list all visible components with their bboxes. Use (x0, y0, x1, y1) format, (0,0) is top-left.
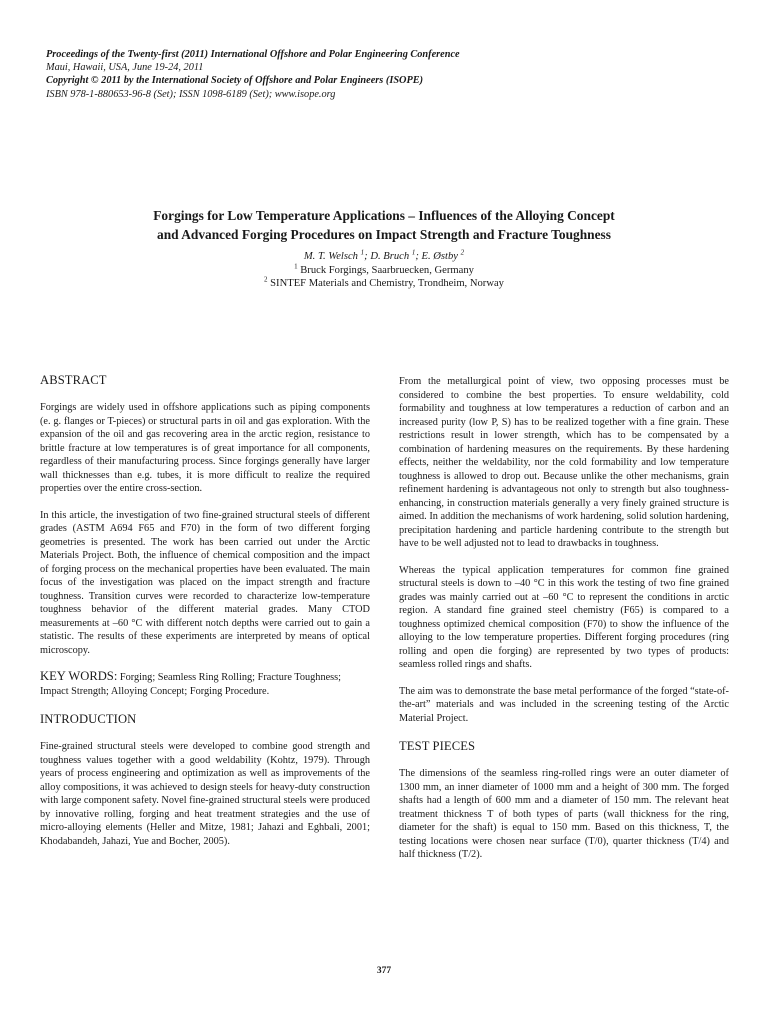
introduction-paragraph-1: Fine-grained structural steels were developed to combine good strength and toughness values together with a good weldability (Kohtz, 1979). Through years of process engineering and optimization as well as improvements of the alloy compositions, it was achieved to design steels for heavy-duty construction with large component safety. Novel fine-grained structural steels were produced by innovative rolling, forging and heat treatment strategies and the use of micro-alloying elements (Heller and Mitze, 1981; Jahazi and Eghbali, 2001; Khodabandeh, Jahazi, Yue and Bocher, 2005). (40, 741, 370, 847)
author-2-affil: 1 (411, 248, 416, 257)
keywords-text: Forging; Seamless Ring Rolling; Fracture Toughness; Impact Strength; Alloying Concept; Forging Procedure. (40, 672, 342, 697)
affiliation-1-marker: 1 (294, 261, 298, 270)
keywords (40, 670, 370, 698)
title-line-2: and Advanced Forging Procedures on Impact Strength and Fracture Toughness (157, 227, 611, 242)
affiliation-1-text: Bruck Forgings, Saarbruecken, Germany (300, 264, 474, 276)
paper-title (60, 206, 708, 244)
affiliation-2 (60, 277, 708, 291)
author-3: E. Østby (421, 251, 458, 262)
affiliation-2-text: SINTEF Materials and Chemistry, Trondheim, Norway (270, 278, 504, 289)
conference-header (46, 48, 726, 101)
right-paragraph-1: From the metallurgical point of view, two opposing processes must be considered to combine the best properties. To ensure weldability, cold formability and toughness at low temperatures a reduction of carbon and an increased purity (low P, S) has to be realized together with a fine grain. These restrictions result in lower strength, which has to be compensated by a combination of hardening measures on the requirements. By these hardening effects, neither the weldability, nor the cold formability and low temperature toughness is allowed to drop out. Because unlike the other mechanisms, grain refinement hardening is advantageous not only to strength but also toughness-enhancing, in construction materials generally a very finely grained structure is aimed. In addition the mechanisms of work hardening, solid solution hardening, precipitation hardening and particle hardening contribute to the strength but have to be well adjusted not to lead to drawbacks in toughness. (399, 376, 729, 549)
author-separator: ; (364, 251, 368, 262)
header-isbn: ISBN 978-1-880653-96-8 (Set); ISSN 1098-6189 (Set); www.isope.org (46, 88, 336, 100)
page-number: 377 (376, 966, 392, 976)
author-block (60, 250, 708, 291)
affiliation-2-marker: 2 (264, 275, 268, 284)
author-1: M. T. Welsch (303, 251, 358, 262)
affiliation-1 (60, 261, 708, 278)
right-paragraph-3: The aim was to demonstrate the base metal performance of the forged “state-of-the-art” materials and was included in the screening testing of the Arctic Material Project. (399, 685, 729, 724)
keywords-label: KEY WORDS: (40, 669, 118, 683)
header-copyright: Copyright © 2011 by the International Society of Offshore and Polar Engineers (ISOPE) (46, 75, 424, 87)
right-paragraph-2: Whereas the typical application temperatures for common fine grained structural steels is down to –40 °C in this work the testing of two fine grained grades was mainly carried out at –60 °C to represent the conditions in arctic region. A standard fine grained steel chemistry (F65) is compared to a toughness optimized chemical composition (F70) to show the influence of the alloying to the low temperature properties. Different forging procedures (ring rolling and open die forging) are represented by two types of products: seamless rolled rings and shafts. (399, 564, 729, 670)
header-location: Maui, Hawaii, USA, June 19-24, 2011 (46, 62, 204, 74)
test-pieces-paragraph-1: The dimensions of the seamless ring-rolled rings were an outer diameter of 1300 mm, an inner diameter of 1000 mm and a height of 300 mm. The forged shafts had a length of 600 mm and a diameter of 150 mm. The relevant heat treatment thickness T of both types of parts (wall thickness for the ring, diameter for the shaft) is equal to 150 mm. Based on this thickness, T, the testing locations were chosen near surface (T/0), quarter thickness (T/4) and half thickness (T/2). (399, 768, 729, 860)
introduction-heading: INTRODUCTION (40, 712, 137, 726)
abstract-paragraph-1: Forgings are widely used in offshore applications such as piping components (e. g. flanges or T-pieces) or structural parts in oil and gas exploration. With the expansion of the oil and gas recovering area in the arctic region, resistance to brittle fracture at low temperatures is of great importance for all components, regardless of their manufacturing process. Since forgings generally have larger wall thicknesses than e.g. tubes, it is more difficult to realize the required properties over the entire cross-section. (40, 402, 370, 494)
test-pieces-heading: TEST PIECES (399, 739, 476, 753)
title-line-1: Forgings for Low Temperature Applications – Influences of the Alloying Concept (153, 208, 615, 223)
right-column (399, 375, 729, 875)
left-column (40, 372, 370, 861)
abstract-heading: ABSTRACT (40, 373, 107, 387)
abstract-paragraph-2: In this article, the investigation of two fine-grained structural steels of different grades (ASTM A694 F65 and F70) in the form of two different forging geometries is presented. The work has been carried out under the Arctic Materials Project. Both, the influence of chemical composition and the impact of forging process on the mechanical properties have been evaluated. The main focus of the investigation was placed on the impact strength and fracture toughness. Transition curves were recorded to characterize low-temperature toughness behavior of the different material grades. Many CTOD measurements at –60 °C with different notch depths were carried out to gain a statistic. The results of these experiments are interpreted by means of optical microscopy. (40, 509, 370, 656)
header-proceedings: Proceedings of the Twenty-first (2011) International Offshore and Polar Engineering Conference (46, 49, 460, 60)
author-names (60, 250, 708, 264)
author-separator: ; (415, 251, 419, 262)
author-1-affil: 1 (360, 248, 365, 257)
author-2: D. Bruch (370, 251, 410, 262)
author-3-affil: 2 (460, 248, 465, 257)
